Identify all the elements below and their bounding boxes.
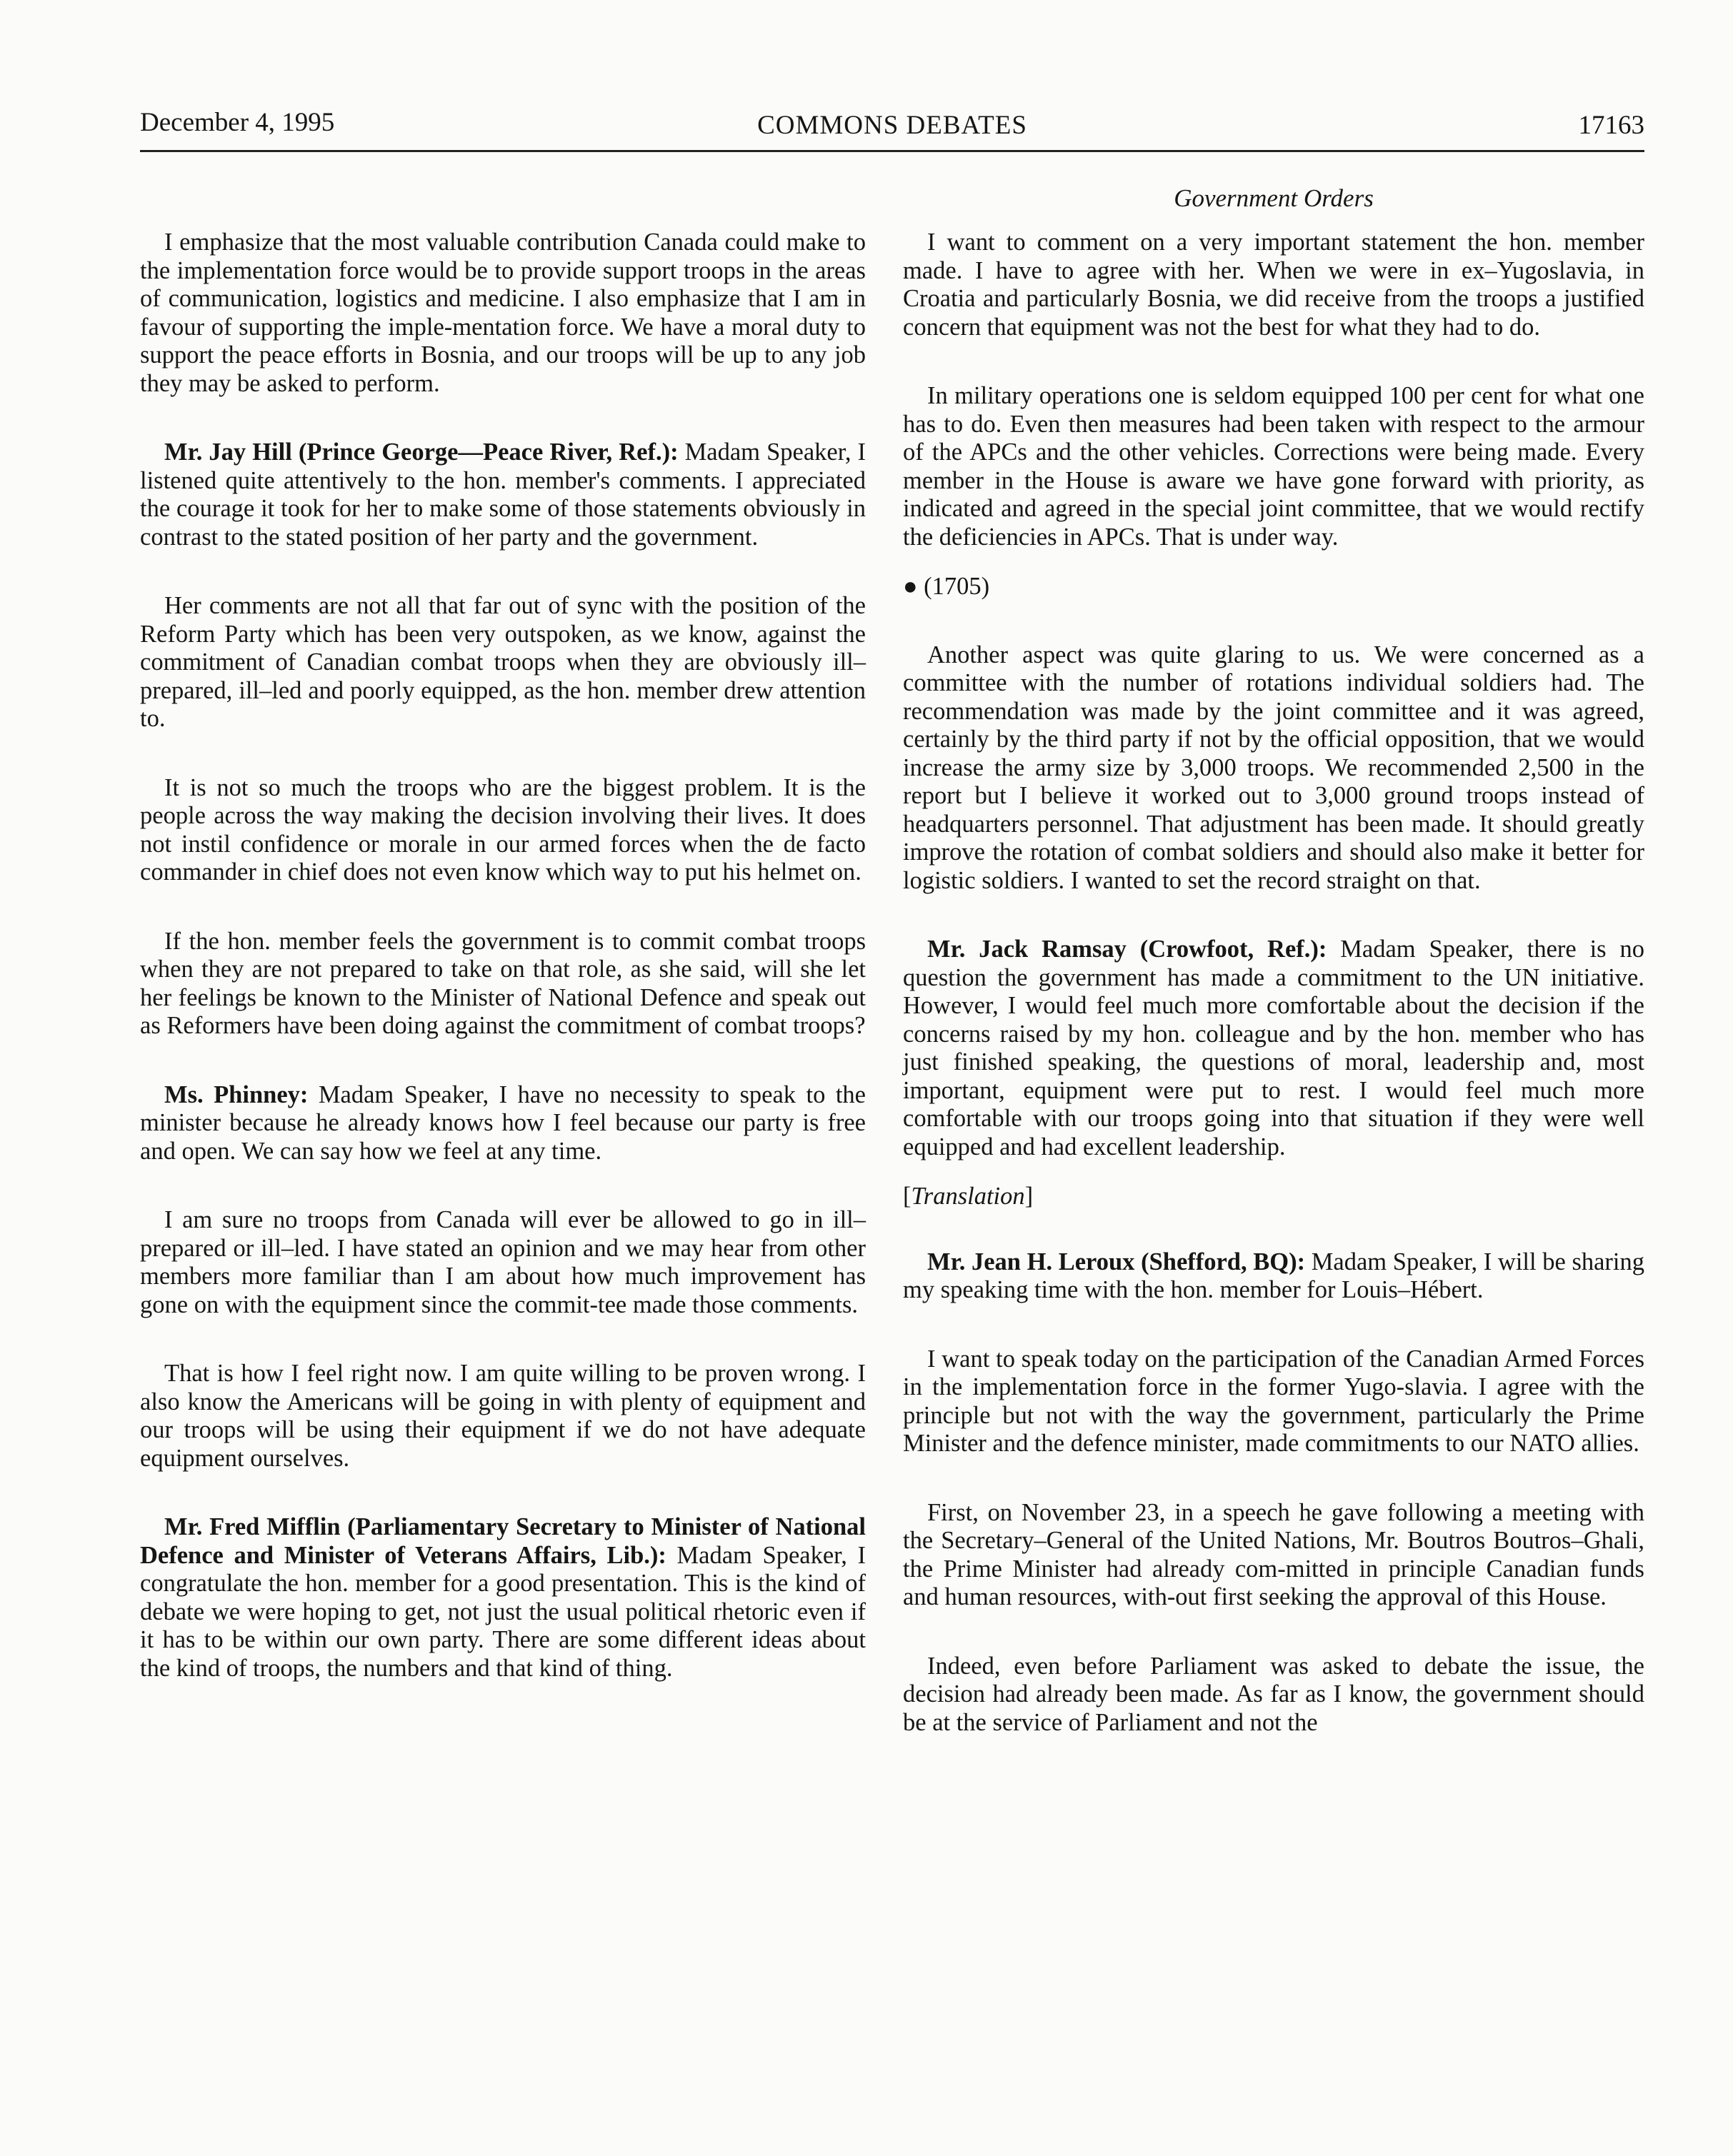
speaker-name: Mr. Jack Ramsay (Crowfoot, Ref.): [927, 936, 1327, 963]
left-column [140, 229, 866, 1723]
paragraph: Mr. Jay Hill (Prince George—Peace River, Ref.): Madam Speaker, I listened quite attentively to the hon. member's comments. I appreciated the courage it took for her to make some of those statements obviously in contrast to the stated position of her party and the government. [140, 438, 866, 551]
paragraph: Mr. Jack Ramsay (Crowfoot, Ref.): Madam Speaker, there is no question the government has made a commitment to the UN initiative. However, I would feel much more comfortable about the decision if the concerns raised by my hon. colleague and by the hon. member who has just finished speaking, the questions of moral, leadership and, most important, equipment were put to rest. I would feel much more comfortable with our troops going into that situation if they were well equipped and had excellent leadership. [903, 936, 1644, 1160]
header-title: COMMONS DEBATES [757, 111, 1027, 140]
page-header [140, 107, 1644, 152]
speaker-name: Ms. Phinney: [164, 1080, 309, 1108]
paragraph: Indeed, even before Parliament was asked to debate the issue, the decision had already been made. As far as I know, the government should be at the service of Parliament and not the [903, 1652, 1644, 1736]
speaker-name: Mr. Jay Hill (Prince George—Peace River, Ref.): [164, 438, 679, 466]
paragraph: If the hon. member feels the government is to commit combat troops when they are not prepared to take on that role, as she said, will she let her feelings be known to the Minister of National Defence and speak out as Reformers have been doing against the commitment of combat troops? [140, 927, 866, 1039]
right-column [903, 229, 1644, 1778]
paragraph: I want to comment on a very important statement the hon. member made. I have to agree with her. When we were in ex–Yugoslavia, in Croatia and particularly Bosnia, we did receive from the troops a justified concern that equipment was not the best for what they had to do. [903, 229, 1644, 341]
paragraph: That is how I feel right now. I am quite willing to be proven wrong. I also know the Americans will be going in with plenty of equipment and our troops will be using their equipment if we do not have adequate equipment ourselves. [140, 1360, 866, 1472]
speaker-name: Mr. Jean H. Leroux (Shefford, BQ): [927, 1248, 1306, 1275]
speaker-name: Mr. Fred Mifflin (Parliamentary Secretary to Minister of National Defence and Minister of Veterans Affairs, Lib.): [140, 1513, 866, 1569]
page-number: 17163 [1578, 111, 1644, 140]
paragraph: Ms. Phinney: Madam Speaker, I have no necessity to speak to the minister because he already knows how I feel because our party is free and open. We can say how we feel at any time. [140, 1080, 866, 1165]
paragraph: I want to speak today on the participation of the Canadian Armed Forces in the implementation force in the former Yugo-slavia. I agree with the principle but not with the way the government, particularly the Prime Minister and the defence minister, made commitments to our NATO allies. [903, 1345, 1644, 1457]
paragraph: Mr. Jean H. Leroux (Shefford, BQ): Madam Speaker, I will be sharing my speaking time with the hon. member for Louis–Hébert. [903, 1248, 1645, 1303]
section-heading: Government Orders [1174, 184, 1374, 212]
bullet-icon: ● [903, 573, 918, 600]
paragraph: Mr. Fred Mifflin (Parliamentary Secretary to Minister of National Defence and Minister of Veterans Affairs, Lib.): Madam Speaker, I congratulate the hon. member for a good presentation. This is the kind of debate we were hoping to get, not just the usual political rhetoric even if it has to be within our own party. There are some different ideas about the kind of troops, the numbers and that kind of thing. [140, 1513, 866, 1682]
paragraph: I am sure no troops from Canada will ever be allowed to go in ill–prepared or ill–led. I have stated an opinion and we may hear from other members more familiar than I am about how much improvement has gone on with the equipment since the commit-tee made those comments. [140, 1206, 866, 1318]
paragraph: Her comments are not all that far out of sync with the position of the Reform Party which has been very outspoken, as we know, against the commitment of Canadian combat troops when they are obviously ill–prepared, ill–led and poorly equipped, as the hon. member drew attention to. [140, 592, 866, 732]
paragraph: It is not so much the troops who are the biggest problem. It is the people across the way making the decision involving their lives. It does not instil confidence or morale in our armed forces when the de facto commander in chief does not even know which way to put his helmet on. [140, 773, 866, 886]
header-date: December 4, 1995 [140, 108, 335, 137]
paragraph: In military operations one is seldom equipped 100 per cent for what one has to do. Even then measures had been taken with respect to the armour of the APCs and the other vehicles. Corrections were being made. Every member in the House is aware we have gone forward with priority, as indicated and agreed in the special joint committee, that we would rectify the deficiencies in APCs. That is under way. [903, 382, 1644, 551]
paragraph: I emphasize that the most valuable contribution Canada could make to the implementation force would be to provide support troops in the areas of communication, logistics and medicine. I also emphasize that I am in favour of supporting the imple-mentation force. We have a moral duty to support the peace efforts in Bosnia, and our troops will be up to any job they may be asked to perform. [140, 229, 866, 397]
paragraph: First, on November 23, in a speech he gave following a meeting with the Secretary–General of the United Nations, Mr. Boutros Boutros–Ghali, the Prime Minister had already com-mitted in principle Canadian funds and human resources, with-out first seeking the approval of this House. [903, 1498, 1644, 1610]
paragraph: Another aspect was quite glaring to us. We were concerned as a committee with the number of rotations individual soldiers had. The recommendation was made by the joint committee and it was agreed, certainly by the third party if not by the official opposition, that we would increase the army size by 3,000 troops. We recommended 2,500 in the report but I believe it worked out to 3,000 ground troops instead of headquarters personnel. That adjustment has been made. It should greatly improve the rotation of combat soldiers and should also make it better for logistic soldiers. I wanted to set the record straight on that. [903, 641, 1644, 894]
translation-tag: [Translation] [903, 1183, 1034, 1210]
time-marker: ● (1705) [903, 573, 990, 600]
